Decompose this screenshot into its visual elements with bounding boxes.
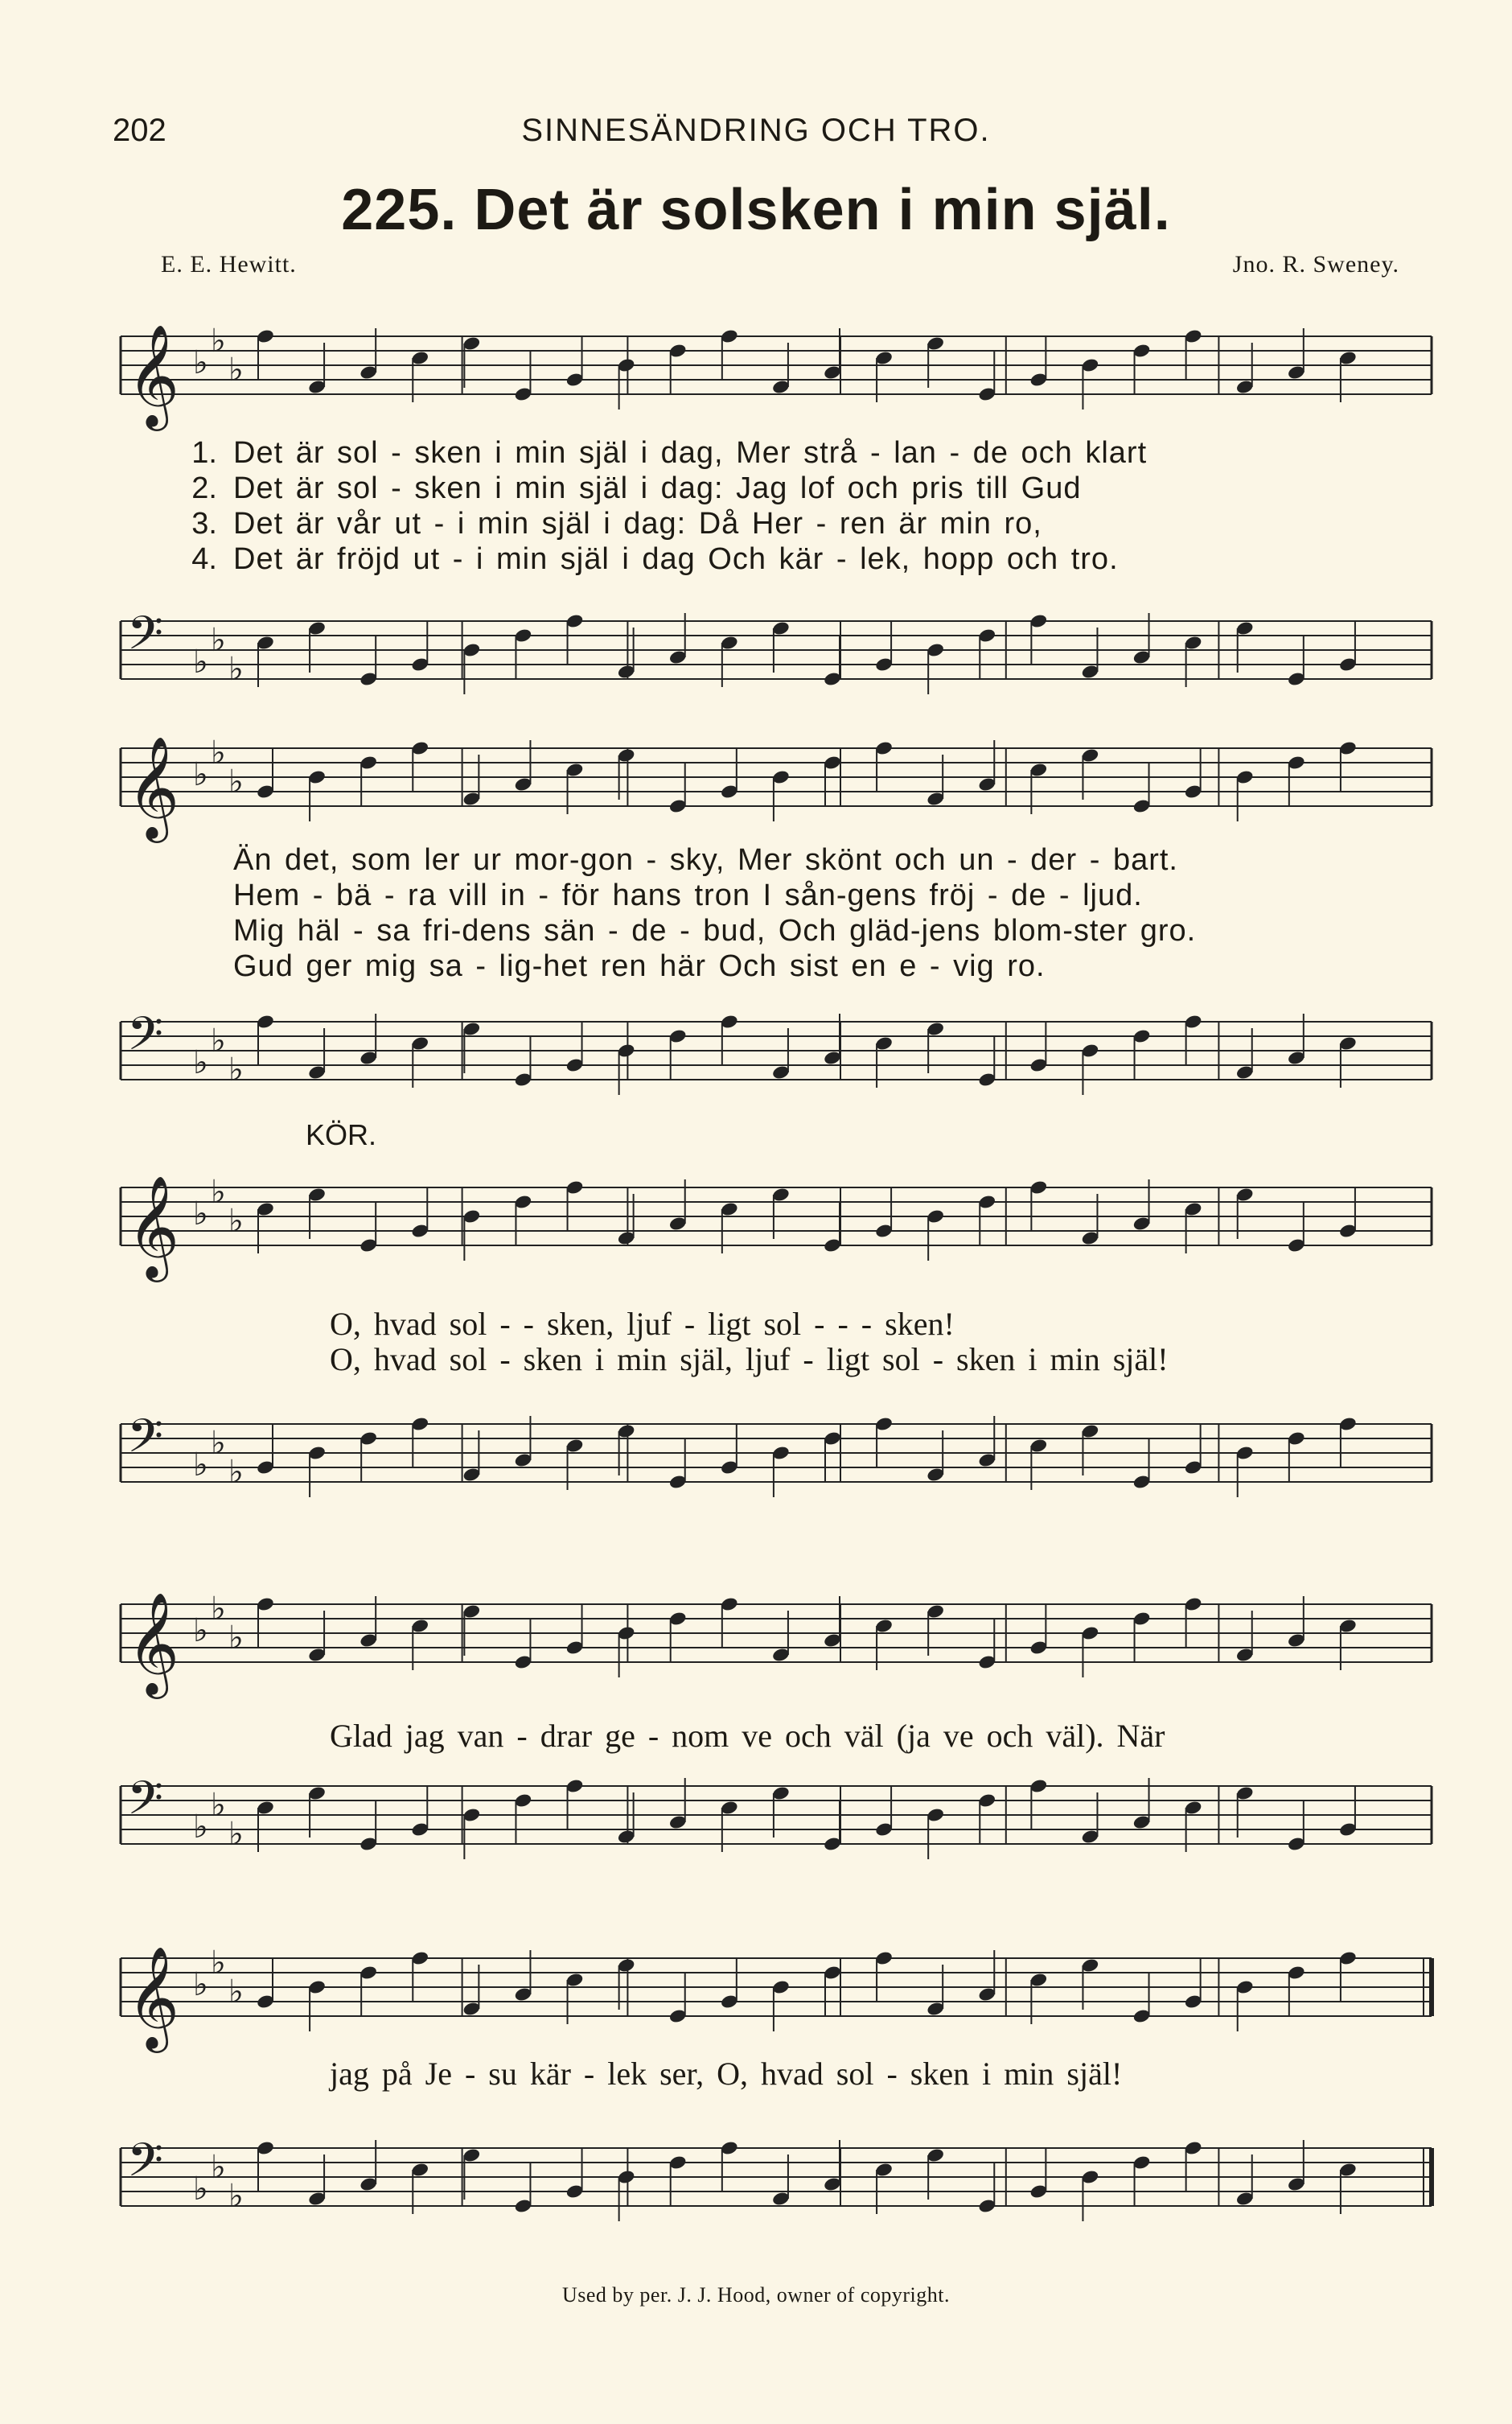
verse-line-1: [88, 436, 1448, 471]
flat-sign-icon: ♭: [228, 1454, 244, 1491]
flat-sign-icon: ♭: [211, 1787, 226, 1824]
verse-text: Hem - bä - ra vill in - för hans tron I sån-gens fröj - de - ljud.: [233, 879, 1143, 912]
chorus-line-4: [88, 2055, 1448, 2090]
music-system-5: [88, 1899, 1448, 2269]
flat-sign-icon: ♭: [228, 1816, 244, 1853]
treble-clef-icon: 𝄞: [127, 1945, 180, 2048]
flat-sign-icon: ♭: [228, 651, 244, 688]
music-system-4: [88, 1545, 1448, 1891]
chorus-line-2: [88, 1340, 1448, 1376]
running-title: SINNESÄNDRING OCH TRO.: [521, 113, 991, 148]
treble-clef-icon: 𝄞: [127, 1175, 180, 1278]
chorus-lyric: O, hvad sol - sken i min själ, ljuf - ligt sol - sken i min själ!: [330, 1341, 1169, 1377]
chorus-label: KÖR.: [306, 1118, 377, 1151]
treble-staff-4: [88, 1580, 1448, 1694]
chorus-lyric: Glad jag van - drar ge - nom ve och väl (ja ve och väl). När: [330, 1718, 1165, 1754]
hymn-title: 225. Det är solsken i min själ.: [341, 178, 1171, 242]
bass-clef-icon: 𝄢: [127, 2133, 164, 2199]
music-system-1: [88, 298, 1448, 688]
bass-clef-icon: 𝄢: [127, 1409, 164, 1475]
bass-staff-2: [88, 998, 1448, 1102]
bass-clef-icon: 𝄢: [127, 1006, 164, 1072]
verse-text: Det är fröjd ut - i min själ i dag Och kär - lek, hopp och tro.: [233, 542, 1119, 576]
flat-sign-icon: ♭: [211, 1425, 226, 1462]
bass-staff-3: [88, 1400, 1448, 1504]
verse-text: Det är sol - sken i min själ i dag: Jag lof och pris till Gud: [233, 471, 1082, 505]
treble-staff-3: [88, 1163, 1448, 1278]
page-header: [113, 113, 1399, 161]
verse-number: 2.: [191, 471, 217, 505]
verse-line-2: [88, 471, 1448, 507]
treble-clef-icon: 𝄞: [127, 1591, 180, 1694]
verse-line-3: [88, 507, 1448, 542]
flat-sign-icon: ♭: [211, 735, 226, 772]
flat-sign-icon: ♭: [228, 1619, 244, 1656]
bass-clef-icon: 𝄢: [127, 606, 164, 672]
flat-sign-icon: ♭: [211, 1023, 226, 1060]
flat-sign-icon: ♭: [228, 1203, 244, 1240]
verse-line-part2-1: [88, 843, 1448, 879]
bass-staff-1: [88, 597, 1448, 702]
flat-sign-icon: ♭: [228, 1973, 244, 2010]
copyright-notice: Used by per. J. J. Hood, owner of copyright.: [562, 2283, 950, 2307]
flat-sign-icon: ♭: [228, 2178, 244, 2215]
verse-number: 1.: [191, 436, 217, 470]
flat-sign-icon: ♭: [211, 1591, 226, 1628]
verse-line-4: [88, 542, 1448, 578]
flat-sign-icon: ♭: [228, 1051, 244, 1089]
treble-clef-icon: 𝄞: [127, 323, 180, 426]
verse-text: Det är vår ut - i min själ i dag: Då Her - ren är min ro,: [233, 507, 1042, 541]
music-system-3: [88, 1118, 1448, 1521]
flat-sign-icon: ♭: [193, 644, 208, 681]
page-number: 202: [113, 113, 166, 148]
flat-sign-icon: ♭: [228, 763, 244, 800]
flat-sign-icon: ♭: [193, 1196, 208, 1233]
flat-sign-icon: ♭: [211, 1174, 226, 1211]
verse-text: Det är sol - sken i min själ i dag, Mer strå - lan - de och klart: [233, 436, 1148, 470]
flat-sign-icon: ♭: [193, 1809, 208, 1846]
composer-credit: Jno. R. Sweney.: [1232, 251, 1399, 278]
flat-sign-icon: ♭: [211, 622, 226, 659]
treble-staff-1: [88, 312, 1448, 426]
flat-sign-icon: ♭: [228, 352, 244, 389]
flat-sign-icon: ♭: [193, 756, 208, 793]
verse-text: Mig häl - sa fri-dens sän - de - bud, Och gläd-jens blom-ster gro.: [233, 914, 1197, 948]
verse-number: 3.: [191, 507, 217, 541]
bass-staff-4: [88, 1762, 1448, 1866]
verse-number: 4.: [191, 542, 217, 576]
verse-line-part2-4: [88, 949, 1448, 985]
bass-staff-5: [88, 2124, 1448, 2229]
flat-sign-icon: ♭: [211, 2149, 226, 2186]
chorus-line-3: [88, 1717, 1448, 1752]
flat-sign-icon: ♭: [193, 1447, 208, 1484]
verse-text: Gud ger mig sa - lig-het ren här Och sist en e - vig ro.: [233, 949, 1046, 983]
flat-sign-icon: ♭: [193, 1966, 208, 2003]
verse-line-part2-3: [88, 914, 1448, 949]
treble-staff-2: [88, 724, 1448, 838]
chorus-line-1: [88, 1305, 1448, 1340]
flat-sign-icon: ♭: [193, 344, 208, 381]
flat-sign-icon: ♭: [211, 323, 226, 360]
flat-sign-icon: ♭: [193, 1044, 208, 1081]
chorus-lyric: O, hvad sol - - sken, ljuf - ligt sol - - - sken!: [330, 1306, 955, 1342]
music-system-2: [88, 708, 1448, 1110]
flat-sign-icon: ♭: [211, 1945, 226, 1982]
chorus-lyric: jag på Je - su kär - lek ser, O, hvad sol - sken i min själ!: [330, 2056, 1123, 2092]
verse-line-part2-2: [88, 879, 1448, 914]
flat-sign-icon: ♭: [193, 2171, 208, 2208]
verse-text: Än det, som ler ur mor-gon - sky, Mer skönt och un - der - bart.: [233, 843, 1178, 877]
bass-clef-icon: 𝄢: [127, 1771, 164, 1837]
treble-clef-icon: 𝄞: [127, 735, 180, 838]
lyricist-credit: E. E. Hewitt.: [161, 251, 297, 278]
flat-sign-icon: ♭: [193, 1612, 208, 1649]
treble-staff-5: [88, 1934, 1448, 2048]
